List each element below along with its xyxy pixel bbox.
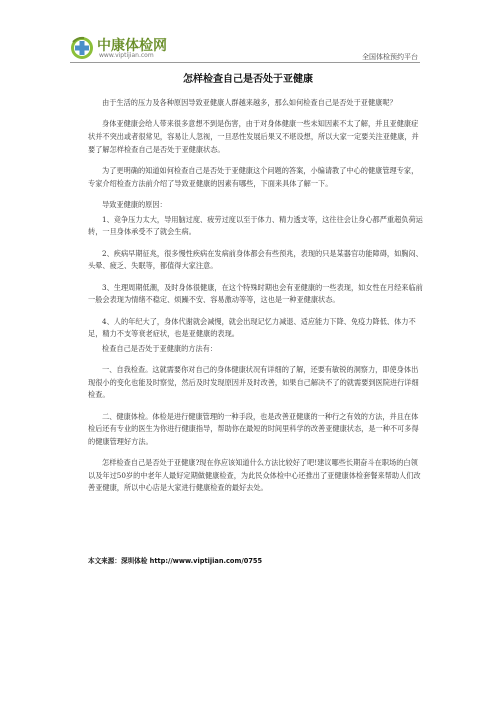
paragraph: 4、人的年纪大了，身体代谢就会减慢，就会出现记忆力减退、适应能力下降、免疫力降低、体力不足，精力不支等衰老症状，也是亚健康的表现。 xyxy=(88,316,416,339)
paragraph: 怎样检查自己是否处于亚健康?现在你应该知道什么方法比较好了吧!建议哪些长期奋斗在职场的白领以及年过50岁的中老年人最好定期做健康检查，为此民众体检中心还推出了亚健康体检套餐来帮助人们改善亚健康，所以中心店是大家进行健康检查的最好去处。 xyxy=(88,458,421,493)
paragraph: 为了更明确的知道如何检查自己是否处于亚健康这个问题的答案，小编请教了中心的健康管理专家，专家介绍检查方法前介绍了导致亚健康的因素有哪些，下面来具体了解一下。 xyxy=(88,165,419,188)
paragraph: 一、自我检查。这就需要你对自己的身体健康状况有详细的了解，还要有敏锐的洞察力，即使身体出现很小的变化也能及时察觉，然后及时发现原因并及时改善，如果自己解决不了的就需要到医院进行详细检查。 xyxy=(88,365,419,400)
paragraph: 2、疾病早期征兆，很多慢性疾病在发病前身体都会有些预兆，表现的只是某器官功能障碍，如胸闷、头晕、疲乏、失眠等，都值得大家注意。 xyxy=(88,248,423,271)
logo-title: 中康体检网 xyxy=(97,38,167,54)
paragraph: 二、健康体检。体检是进行健康管理的一种手段，也是改善亚健康的一种行之有效的方法，并且在体检后还有专业的医生为你进行健康指导，帮助你在最短的时间里科学的改善亚健康状态，是一种不可多得的健康管理好方法。 xyxy=(88,411,419,446)
logo-url[interactable]: www.viptijian.com xyxy=(99,52,154,59)
site-logo[interactable] xyxy=(70,36,200,62)
article-source-link[interactable]: 本文来源：深圳体检 http://www.viptijian.com/0755 xyxy=(88,557,263,565)
page-header xyxy=(0,0,496,64)
paragraph: 3、生理周期低潮，及时身体很健康，在这个特殊时期也会有亚健康的一些表现，如女性在月经来临前一般会表现为情绪不稳定、烦躁不安、容易激动等等，这也是一种亚健康状态。 xyxy=(88,282,423,305)
header-divider xyxy=(70,62,420,63)
paragraph: 由于生活的压力及各种原因导致亚健康人群越来越多，那么如何检查自己是否处于亚健康呢？ xyxy=(102,98,397,107)
platform-tagline: 全国体检预约平台 xyxy=(362,53,418,61)
green-cross-logo-icon xyxy=(70,36,94,60)
article-body xyxy=(88,97,424,504)
paragraph: 检查自己是否处于亚健康的方法有： xyxy=(102,343,218,353)
article-title: 怎样检查自己是否处于亚健康 xyxy=(183,74,313,85)
paragraph: 身体亚健康会给人带来很多意想不到是伤害，由于对身体健康一些未知因素不太了解，并且亚健康症状并不突出或者很常见，容易让人忽视，一旦恶性发展后果又不堪设想，所以大家一定要关注亚健康，并要了解怎样检查自己是否处于亚健康状态。 xyxy=(88,119,419,154)
paragraph: 1、竞争压力太大，导用脑过度、疲劳过度以至于体力、精力透支等，这往往会让身心都严重超负荷运转，一旦身体承受不了就会生病。 xyxy=(88,214,423,237)
paragraph: 导致亚健康的原因： xyxy=(102,199,167,209)
